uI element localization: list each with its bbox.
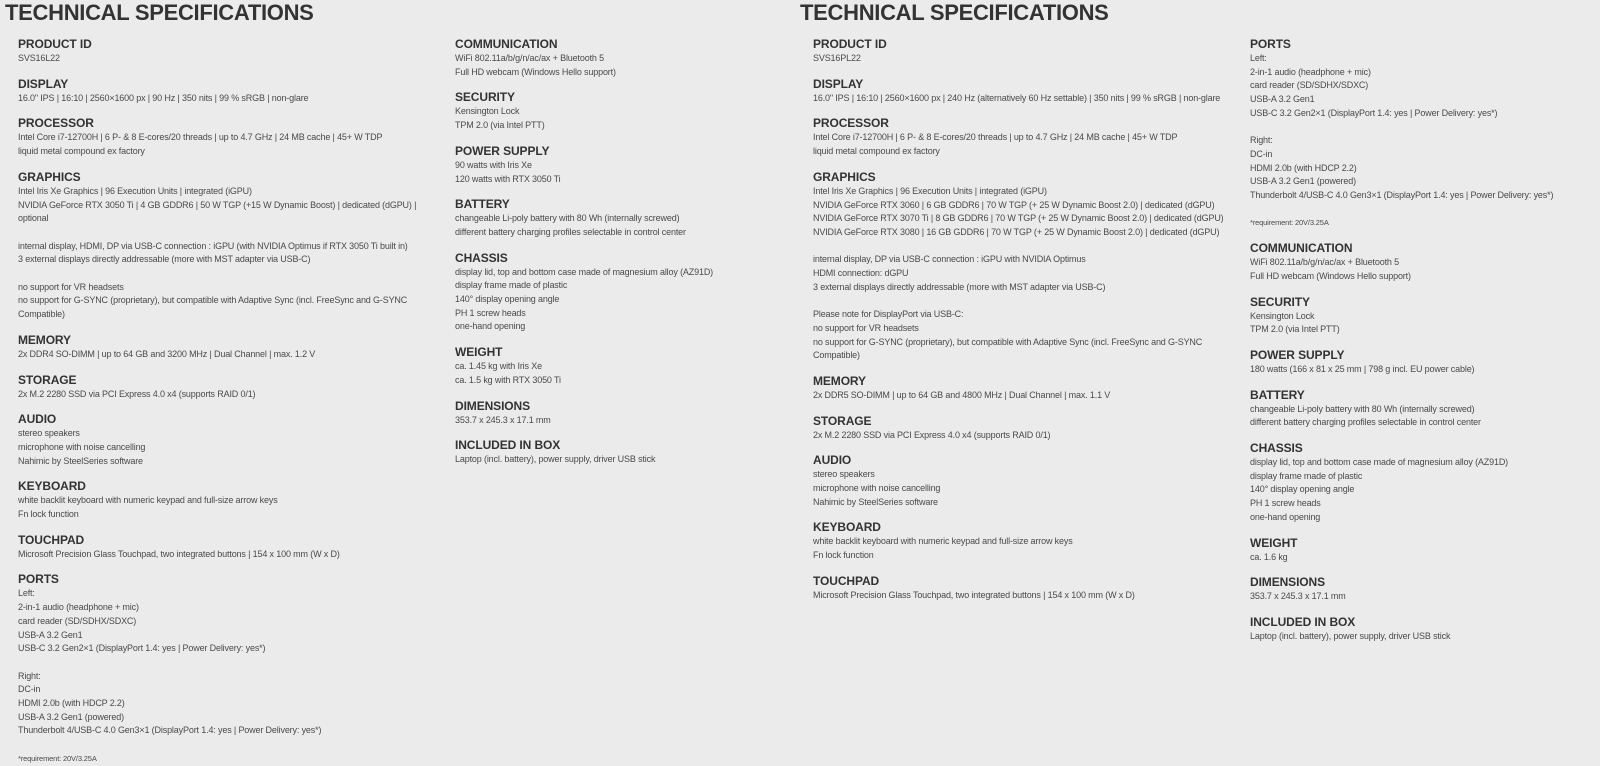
page-title: TECHNICAL SPECIFICATIONS [800,0,1109,25]
spec-line: display frame made of plastic [455,280,568,291]
section-body [18,548,440,562]
spec-section-security [455,90,785,132]
spec-section-processor [18,116,440,158]
section-heading: INCLUDED IN BOX [455,438,561,453]
spec-line: Fn lock function [813,550,874,561]
section-body [455,105,785,132]
spec-section-memory [18,333,440,362]
spec-section-battery [1250,388,1600,430]
section-body [18,494,440,521]
spec-section-touchpad [18,533,440,562]
section-body [813,185,1235,363]
spec-line: HDMI connection: dGPU [813,268,909,279]
section-heading: SECURITY [455,90,515,105]
section-heading: STORAGE [18,372,77,387]
spec-section-weight [1250,536,1600,565]
section-heading: AUDIO [18,412,57,427]
spec-section-product-id [813,37,1235,66]
spec-section-graphics [18,170,440,322]
section-heading: COMMUNICATION [1250,241,1353,256]
section-body [813,535,1235,562]
section-heading: DISPLAY [18,76,69,91]
section-heading: POWER SUPPLY [455,143,550,158]
section-body [455,159,785,186]
spec-line: 3 external displays directly addressable (more with MST adapter via USB-C) [18,254,311,265]
section-heading: POWER SUPPLY [1250,347,1345,362]
section-body [813,589,1235,603]
spec-section-processor [813,116,1235,158]
spec-line: card reader (SD/SDHX/SDXC) [1250,80,1369,91]
section-heading: GRAPHICS [18,169,81,184]
spec-line: WiFi 802.11a/b/g/n/ac/ax + Bluetooth 5 [1250,257,1399,268]
spec-line: no support for G-SYNC (proprietary), but compatible with Adaptive Sync (incl. FreeSync and G-SYNC Compatible) [18,295,408,320]
spec-line: 2x M.2 2280 SSD via PCI Express 4.0 x4 (supports RAID 0/1) [813,429,1051,440]
page-title: TECHNICAL SPECIFICATIONS [5,0,314,25]
spec-line: 2x DDR5 SO-DIMM | up to 64 GB and 4800 MHz | Dual Channel | max. 1.1 V [813,389,1111,400]
spec-line: NVIDIA GeForce RTX 3050 Ti | 4 GB GDDR6 | 50 W TGP (+15 W Dynamic Boost) | dedicated (dGPU) | optional [18,199,417,224]
spec-line: Please note for DisplayPort via USB-C: [813,309,964,320]
spec-line: 180 watts (166 x 81 x 25 mm | 798 g incl. EU power cable) [1250,363,1475,374]
spec-section-display [18,77,440,106]
spec-line: Intel Iris Xe Graphics | 96 Execution Units | integrated (iGPU) [18,185,252,196]
spec-line: 90 watts with Iris Xe [455,159,532,170]
section-heading: PORTS [18,572,59,587]
section-body [813,468,1235,509]
spacer [18,738,440,752]
spec-section-chassis [1250,441,1600,525]
section-heading: AUDIO [813,453,852,468]
spec-line: Right: [18,670,41,681]
spec-sheet-right [795,0,1600,766]
section-body [1250,52,1600,230]
spec-section-chassis [455,251,785,335]
section-heading: DISPLAY [813,76,864,91]
section-heading: SECURITY [1250,294,1310,309]
spec-column [455,37,785,478]
section-body [455,414,785,428]
spec-line: Microsoft Precision Glass Touchpad, two integrated buttons | 154 x 100 mm (W x D) [18,548,340,559]
footnote: *requirement: 20V/3.25A [1250,218,1329,228]
section-body [813,52,1235,66]
spec-line: Nahimic by SteelSeries software [18,455,143,466]
section-body [813,92,1235,106]
section-heading: MEMORY [18,332,71,347]
section-body [455,453,785,467]
spec-section-power-supply [455,144,785,186]
spec-line: display frame made of plastic [1250,470,1363,481]
spec-line: 3 external displays directly addressable (more with MST adapter via USB-C) [813,281,1106,292]
spec-column [813,37,1235,614]
spec-line: Intel Core i7-12700H | 6 P- & 8 E-cores/20 threads | up to 4.7 GHz | 24 MB cache | 45+ W TDP [813,132,1178,143]
spec-line: 16.0" IPS | 16:10 | 2560×1600 px | 240 Hz (alternatively 60 Hz settable) | 350 nits | 99 % sRGB | non-glare [813,92,1221,103]
spec-line: ca. 1.45 kg with Iris Xe [455,361,542,372]
section-body [1250,590,1600,604]
spec-section-dimensions [455,399,785,428]
spec-section-storage [813,414,1235,443]
section-body [18,92,440,106]
section-body [1250,456,1600,525]
spec-line: changeable Li-poly battery with 80 Wh (internally screwed) [1250,403,1475,414]
spec-line: 353.7 x 245.3 x 17.1 mm [1250,591,1346,602]
spec-section-included-in-box [455,438,785,467]
spec-line: Fn lock function [18,509,79,520]
spec-section-ports [18,572,440,765]
spec-line: 353.7 x 245.3 x 17.1 mm [455,414,551,425]
spec-line: stereo speakers [18,428,80,439]
section-heading: KEYBOARD [813,520,881,535]
section-body [1250,630,1600,644]
spec-section-communication [455,37,785,79]
spec-section-audio [18,412,440,468]
spec-section-storage [18,373,440,402]
section-body [18,52,440,66]
footnote: *requirement: 20V/3.25A [18,753,97,763]
spec-line: Full HD webcam (Windows Hello support) [1250,270,1411,281]
spec-line: 140° display opening angle [1250,484,1355,495]
spec-section-keyboard [18,479,440,521]
spec-line: DC-in [18,684,41,695]
spec-line: Full HD webcam (Windows Hello support) [455,66,616,77]
section-body [455,52,785,79]
spec-line: TPM 2.0 (via Intel PTT) [1250,324,1340,335]
section-heading: CHASSIS [1250,441,1303,456]
spec-line: different battery charging profiles selectable in control center [1250,417,1481,428]
section-heading: DIMENSIONS [455,398,531,413]
spec-section-audio [813,453,1235,509]
spec-line: USB-C 3.2 Gen2×1 (DisplayPort 1.4: yes | Power Delivery: yes*) [1250,107,1498,118]
spec-line: card reader (SD/SDHX/SDXC) [18,615,137,626]
spacer [813,294,1235,308]
spec-line: no support for G-SYNC (proprietary), but compatible with Adaptive Sync (incl. FreeSync and G-SYNC Compatible) [813,336,1203,361]
spacer [813,240,1235,254]
spec-line: Nahimic by SteelSeries software [813,496,938,507]
section-body [18,348,440,362]
section-heading: MEMORY [813,373,866,388]
spec-line: Left: [1250,53,1267,63]
spacer [1250,203,1600,217]
spec-column [18,37,440,766]
spec-line: USB-A 3.2 Gen1 [18,629,83,640]
spec-section-communication [1250,241,1600,283]
spec-line: one-hand opening [1250,511,1321,522]
spec-line: TPM 2.0 (via Intel PTT) [455,120,545,131]
spec-column [1250,37,1600,655]
section-body [455,212,785,239]
spec-section-product-id [18,37,440,66]
section-body [1250,363,1600,377]
spec-line: USB-A 3.2 Gen1 (powered) [1250,176,1356,187]
spec-sheet-left [0,0,795,766]
spec-line: Thunderbolt 4/USB-C 4.0 Gen3×1 (DisplayPort 1.4: yes | Power Delivery: yes*) [1250,190,1554,201]
spec-section-graphics [813,170,1235,363]
spec-line: Kensington Lock [455,106,520,117]
spec-line: Left: [18,588,35,599]
spec-line: changeable Li-poly battery with 80 Wh (internally screwed) [455,213,680,224]
spacer [1250,121,1600,135]
spec-line: internal display, DP via USB-C connection : iGPU with NVIDIA Optimus [813,254,1086,265]
spec-line: PH 1 screw heads [455,307,526,318]
spec-section-security [1250,295,1600,337]
section-heading: COMMUNICATION [455,37,558,51]
section-heading: DIMENSIONS [1250,575,1326,590]
spec-section-dimensions [1250,575,1600,604]
spec-section-memory [813,374,1235,403]
spec-line: 2x DDR4 SO-DIMM | up to 64 GB and 3200 MHz | Dual Channel | max. 1.2 V [18,348,316,359]
spec-line: NVIDIA GeForce RTX 3070 Ti | 8 GB GDDR6 | 70 W TGP (+ 25 W Dynamic Boost 2.0) | dedicated (dGPU) [813,213,1224,224]
spec-line: no support for VR headsets [813,322,919,333]
spec-section-touchpad [813,574,1235,603]
section-heading: STORAGE [813,413,872,428]
spec-section-ports [1250,37,1600,230]
spacer [18,226,440,240]
spec-line: NVIDIA GeForce RTX 3060 | 6 GB GDDR6 | 70 W TGP (+ 25 W Dynamic Boost 2.0) | dedicated (dGPU) [813,199,1215,210]
spec-line: internal display, HDMI, DP via USB-C connection : iGPU (with NVIDIA Optimus if RTX 3050 Ti built in) [18,240,408,251]
spec-line: ca. 1.6 kg [1250,551,1288,562]
spacer [18,267,440,281]
spec-line: 2x M.2 2280 SSD via PCI Express 4.0 x4 (supports RAID 0/1) [18,388,256,399]
spec-line: USB-C 3.2 Gen2×1 (DisplayPort 1.4: yes | Power Delivery: yes*) [18,643,266,654]
spec-line: SVS16L22 [18,53,60,63]
spec-line: microphone with noise cancelling [18,441,146,452]
spec-line: 2-in-1 audio (headphone + mic) [18,602,139,613]
spec-line: Kensington Lock [1250,310,1315,321]
section-heading: PORTS [1250,37,1291,51]
spec-line: PH 1 screw heads [1250,498,1321,509]
spec-line: different battery charging profiles selectable in control center [455,226,686,237]
spec-line: Right: [1250,135,1273,146]
section-heading: KEYBOARD [18,479,86,494]
spec-section-weight [455,345,785,387]
spec-line: display lid, top and bottom case made of magnesium alloy (AZ91D) [455,266,714,277]
spec-line: display lid, top and bottom case made of magnesium alloy (AZ91D) [1250,457,1509,468]
spec-section-display [813,77,1235,106]
spec-line: white backlit keyboard with numeric keypad and full-size arrow keys [18,495,278,506]
spec-line: 120 watts with RTX 3050 Ti [455,173,561,184]
spec-line: Intel Core i7-12700H | 6 P- & 8 E-cores/20 threads | up to 4.7 GHz | 24 MB cache | 45+ W TDP [18,132,383,143]
section-heading: BATTERY [1250,387,1305,402]
spec-line: DC-in [1250,148,1273,159]
spec-line: USB-A 3.2 Gen1 [1250,94,1315,105]
section-body [813,389,1235,403]
spec-line: HDMI 2.0b (with HDCP 2.2) [18,698,125,709]
spec-section-included-in-box [1250,615,1600,644]
section-body [1250,551,1600,565]
spec-line: liquid metal compound ex factory [813,146,940,157]
section-heading: PRODUCT ID [813,37,887,51]
section-body [1250,403,1600,430]
section-heading: BATTERY [455,197,510,212]
spec-line: liquid metal compound ex factory [18,146,145,157]
spec-section-battery [455,197,785,239]
section-body [1250,310,1600,337]
section-heading: CHASSIS [455,250,508,265]
section-heading: PRODUCT ID [18,37,92,51]
spec-line: stereo speakers [813,469,875,480]
section-body [813,429,1235,443]
spec-line: WiFi 802.11a/b/g/n/ac/ax + Bluetooth 5 [455,53,604,63]
spacer [18,656,440,670]
spec-line: Laptop (incl. battery), power supply, driver USB stick [1250,630,1451,641]
spec-line: Microsoft Precision Glass Touchpad, two integrated buttons | 154 x 100 mm (W x D) [813,589,1135,600]
spec-line: 16.0" IPS | 16:10 | 2560×1600 px | 90 Hz | 350 nits | 99 % sRGB | non-glare [18,92,309,103]
spec-line: Thunderbolt 4/USB-C 4.0 Gen3×1 (DisplayPort 1.4: yes | Power Delivery: yes*) [18,725,322,736]
section-heading: WEIGHT [455,345,503,360]
spec-line: white backlit keyboard with numeric keypad and full-size arrow keys [813,536,1073,547]
section-body [455,360,785,387]
section-heading: PROCESSOR [813,116,889,131]
spec-line: 140° display opening angle [455,294,560,305]
section-heading: WEIGHT [1250,535,1298,550]
spec-line: USB-A 3.2 Gen1 (powered) [18,711,124,722]
spec-line: NVIDIA GeForce RTX 3080 | 16 GB GDDR6 | 70 W TGP (+ 25 W Dynamic Boost 2.0) | dedicated (dGPU) [813,226,1220,237]
spec-line: Intel Iris Xe Graphics | 96 Execution Units | integrated (iGPU) [813,185,1047,196]
section-heading: TOUCHPAD [18,532,85,547]
section-body [18,185,440,322]
section-body [18,131,440,158]
section-body [1250,256,1600,283]
section-heading: GRAPHICS [813,169,876,184]
section-heading: TOUCHPAD [813,573,880,588]
spec-line: SVS16PL22 [813,53,861,63]
section-body [455,266,785,335]
spec-line: 2-in-1 audio (headphone + mic) [1250,66,1371,77]
section-body [18,587,440,765]
spec-section-keyboard [813,520,1235,562]
section-body [18,427,440,468]
spec-line: HDMI 2.0b (with HDCP 2.2) [1250,162,1357,173]
section-body [18,388,440,402]
spec-line: microphone with noise cancelling [813,483,941,494]
section-heading: PROCESSOR [18,116,94,131]
spec-line: one-hand opening [455,321,526,332]
spec-line: no support for VR headsets [18,281,124,292]
section-body [813,131,1235,158]
spec-line: Laptop (incl. battery), power supply, driver USB stick [455,454,656,465]
spec-line: ca. 1.5 kg with RTX 3050 Ti [455,374,561,385]
spec-section-power-supply [1250,348,1600,377]
section-heading: INCLUDED IN BOX [1250,614,1356,629]
